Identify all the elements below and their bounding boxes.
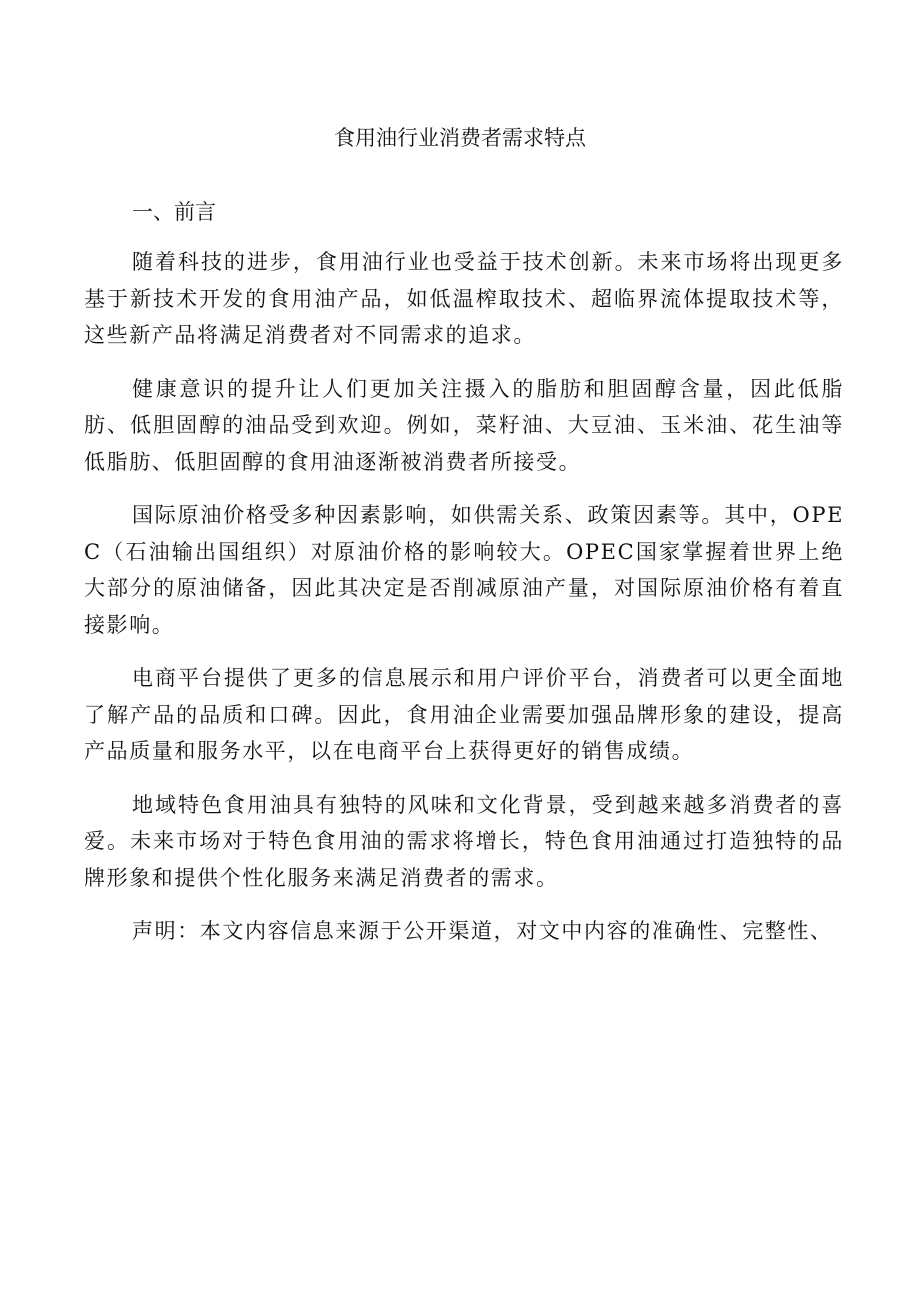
paragraph-regional: 地域特色食用油具有独特的风味和文化背景，受到越来越多消费者的喜爱。未来市场对于特色食用油的需求将增长，特色食用油通过打造独特的品牌形象和提供个性化服务来满足消费者的需求。: [84, 792, 844, 890]
document-body: [84, 194, 844, 967]
paragraph-technology: 随着科技的进步，食用油行业也受益于技术创新。未来市场将出现更多基于新技术开发的食用油产品，如低温榨取技术、超临界流体提取技术等，这些新产品将满足消费者对不同需求的追求。: [84, 250, 844, 347]
paragraph-ecommerce: 电商平台提供了更多的信息展示和用户评价平台，消费者可以更全面地了解产品的品质和口碑。因此，食用油企业需要加强品牌形象的建设，提高产品质量和服务水平，以在电商平台上获得更好的销售成绩。: [84, 666, 844, 763]
document-title: 食用油行业消费者需求特点: [334, 126, 586, 150]
section-heading: 一、前言: [132, 200, 216, 224]
paragraph-disclaimer: 声明：本文内容信息来源于公开渠道，对文中内容的准确性、完整性、: [132, 919, 833, 943]
paragraph-health: 健康意识的提升让人们更加关注摄入的脂肪和胆固醇含量，因此低脂肪、低胆固醇的油品受到欢迎。例如，菜籽油、大豆油、玉米油、花生油等低脂肪、低胆固醇的食用油逐渐被消费者所接受。: [84, 376, 844, 474]
paragraph-crude-oil: 国际原油价格受多种因素影响，如供需关系、政策因素等。其中，OPEC（石油输出国组织）对原油价格的影响较大。OPEC国家掌握着世界上绝大部分的原油储备，因此其决定是否削减原油产量，对国际原油价格有着直接影响。: [84, 503, 844, 637]
